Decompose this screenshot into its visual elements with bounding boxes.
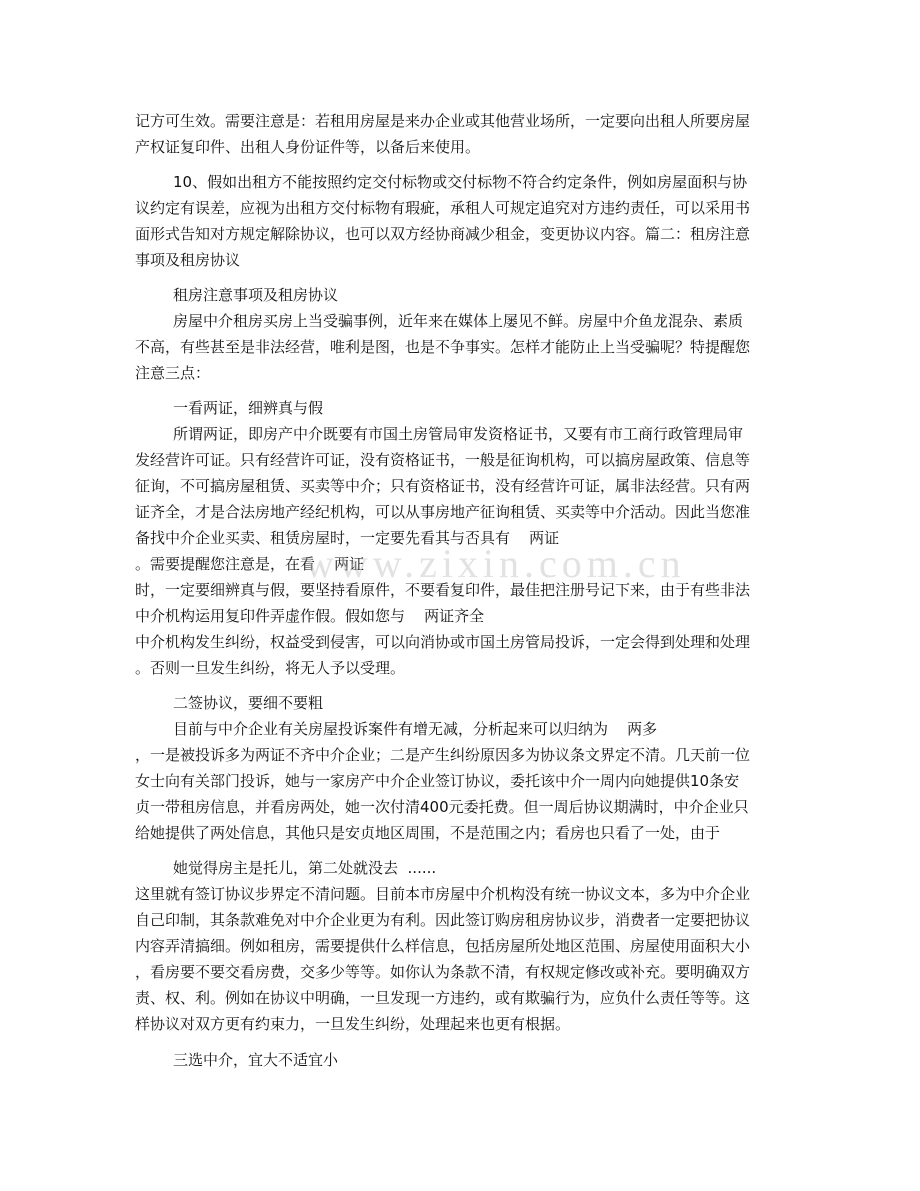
text-line-29: 这里就有签订协议步界定不清问题。目前本市房屋中介机构没有统一协议文本，多为中介企业 [135, 885, 751, 903]
text-line-9: 不高，有些甚至是非法经营，唯利是图，也是不争事实。怎样才能防止上当受骗呢？特提醒您 [135, 338, 751, 356]
paragraph-gap [135, 386, 787, 395]
heading-choose-agency: 三选中介，宜大不适宜小 [173, 1051, 339, 1069]
text-line-2: 产权证复印件、出租人身份证件等，以备后来使用。 [135, 138, 481, 156]
text-line-27: 给她提供了两处信息，其他只是安贞地区周围，不是范围之内；看房也只看了一处，由于 [135, 824, 721, 842]
text-line-14: 征询，不可搞房屋租赁、买卖等中介；只有资格证书，没有经营许可证，属非法经营。只有两 [135, 477, 751, 495]
text-line-13: 发经营许可证。只有经营许可证，没有资格证书，一般是征询机构，可以搞房屋政策、信息等 [135, 451, 751, 469]
text-line-8: 房屋中介租房买房上当受骗事例，近年来在媒体上屡见不鲜。房屋中介鱼龙混杂、素质 [173, 312, 744, 330]
text-line-5: 面形式告知对方规定解除协议，也可以双方经协商减少租金，变更协议内容。篇二：租房注意 [135, 225, 751, 243]
paragraph-gap [135, 160, 787, 169]
text-line-20: 中介机构发生纠纷，权益受到侵害，可以向消协或市国土房管局投诉，一定会得到处理和处理 [135, 633, 751, 651]
text-line-26: 贞一带租房信息，并看房两处，她一次付清400元委托费。但一周后协议期满时，中介企业只 [135, 798, 749, 816]
paragraph-gap [135, 1037, 787, 1047]
paragraph-gap [135, 681, 787, 690]
text-line-19: 中介机构运用复印件弄虚作假。假如您与 两证齐全 [135, 607, 485, 625]
text-line-12: 所谓两证，即房产中介既要有市国土房管局审发资格证书，又要有市工商行政管理局审 [173, 425, 744, 443]
text-line-30: 自己印制，其条款难免对中介企业更为有利。因此签订购房租房协议步，消费者一定要把协议 [135, 911, 751, 929]
text-line-25: 女士向有关部门投诉，她与一家房产中介企业签订协议，委托该中介一周内向她提供10条安 [135, 772, 740, 790]
text-line-1: 记方可生效。需要注意是：若租用房屋是来办企业或其他营业场所，一定要向出租人所要房屋 [135, 112, 751, 130]
text-line-24: ，一是被投诉多为两证不齐中介企业；二是产生纠纷原因多为协议条文界定不清。几天前一位 [135, 746, 751, 764]
heading-sign-agreement: 二签协议，要细不要粗 [173, 694, 324, 712]
text-line-15: 证齐全，才是合法房地产经纪机构，可以从事房地产征询租赁、买卖等中介活动。因此当您准 [135, 503, 751, 521]
text-line-18: 时，一定要细辨真与假，要坚持看原件，不要看复印件，最佳把注册号记下来，由于有些非法 [135, 581, 751, 599]
text-line-32: ，看房要不要交看房费，交多少等等。如你认为条款不清，有权规定修改或补充。要明确双方 [135, 963, 751, 981]
section-title-rental-notes: 租房注意事项及租房协议 [173, 286, 339, 304]
text-line-6: 事项及租房协议 [135, 251, 241, 269]
paragraph-gap [135, 846, 787, 855]
text-line-34: 样协议对双方更有约束力，一旦发生纠纷，处理起来也更有根据。 [135, 1015, 571, 1033]
text-line-4: 议约定有误差，应视为出租方交付标物有瑕疵，承租人可规定追究对方违约责任，可以采用书 [135, 199, 751, 217]
text-line-16: 备找中介企业买卖、租赁房屋时，一定要先看其与否具有 两证 [135, 529, 560, 547]
text-line-17: 。需要提醒您注意是，在看 两证 [135, 555, 365, 573]
text-line-33: 责、权、利。例如在协议中明确，一旦发现一方违约，或有欺骗行为，应负什么责任等等。这 [135, 989, 751, 1007]
heading-check-certificates: 一看两证，细辨真与假 [173, 399, 324, 417]
text-line-31: 内容弄清搞细。例如租房，需要提供什么样信息，包括房屋所处地区范围、房屋使用面积大小 [135, 937, 751, 955]
document-page [135, 108, 787, 1073]
text-line-3: 10、假如出租方不能按照约定交付标物或交付标物不符合约定条件，例如房屋面积与协 [173, 173, 748, 191]
text-line-23: 目前与中介企业有关房屋投诉案件有增无减，分析起来可以归纳为 两多 [173, 720, 658, 738]
text-line-21: 。否则一旦发生纠纷，将无人予以受理。 [135, 659, 406, 677]
watermark-text: www.zixin.com.cn [305, 541, 686, 586]
paragraph-gap [135, 273, 787, 282]
text-line-10: 注意三点： [135, 364, 211, 382]
text-line-28: 她觉得房主是托儿，第二处就没去 ...... [173, 859, 437, 877]
